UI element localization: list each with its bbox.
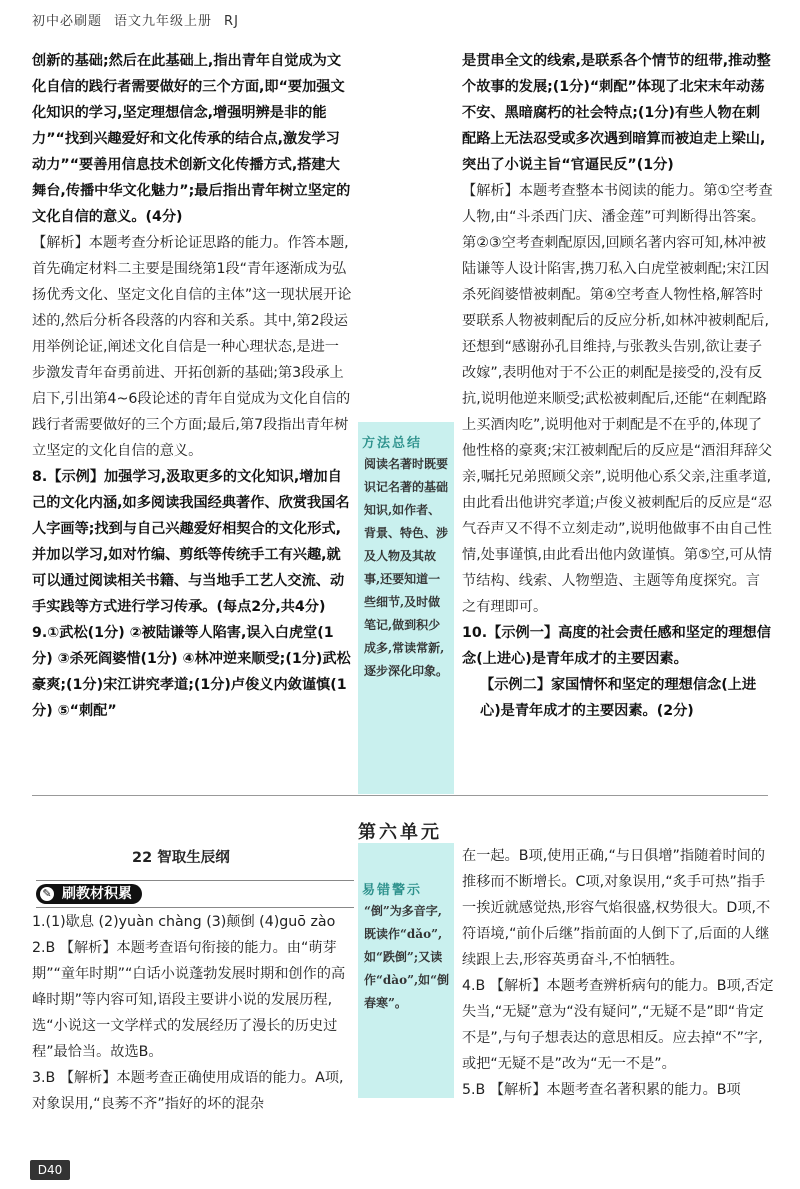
answer-3: 3.B 【解析】本题考查正确使用成语的能力。A项,对象误用,“良莠不齐”指好的坏的混杂 (32, 1070, 344, 1112)
tip2-title: 易错警示 (362, 883, 423, 898)
banner-label: 刷教材积累 (62, 886, 132, 902)
answer-4: 4.B 【解析】本题考查辨析病句的能力。B项,否定失当,“无疑”意为“没有疑问”,“无疑不是”即“肯定不是”,与句子想表达的意思相反。应去掉“不”字,或把“无疑不是”改为“无一不是”。 (462, 978, 774, 1072)
answer-10-example-2: 【示例二】家国情怀和坚定的理想信念(上进心)是青年成才的主要因素。(2分) (480, 677, 757, 719)
answer-9-continued: 是贯串全文的线索,是联系各个情节的纽带,推动整个故事的发展;(1分)“刺配”体现了北宋末年动荡不安、黑暗腐朽的社会特点;(1分)有些人物在刺配路上无法忍受或多次遇到暗算而被迫走上梁山,突出了小说主旨“官逼民反”(1分) (462, 53, 771, 173)
unit-title: 第六单元 (358, 822, 442, 843)
left-column-top (32, 48, 352, 724)
answer-10-example-1: 10.【示例一】高度的社会责任感和坚定的理想信念(上进心)是青年成才的主要因素。 (462, 625, 771, 667)
page-header (32, 10, 239, 29)
lesson-title: 22 智取生辰纲 (132, 850, 230, 866)
book-icon: ✎ (40, 887, 54, 901)
header-subject: 语文九年级上册 (114, 14, 213, 29)
section-banner (36, 880, 354, 908)
section-divider (32, 795, 768, 796)
right-column-top (462, 48, 774, 724)
tip2-body: “倒”为多音字,既读作“dǎo”,如“跌倒”;又读作“dào”,如“倒春寒”。 (364, 904, 450, 1010)
error-warning-tip (358, 843, 454, 1098)
tip-body: 阅读名著时既要识记名著的基础知识,如作者、背景、特色、涉及人物及其故事,还要知道一些细节,及时做笔记,做到积少成多,常读常新,逐步深化印象。 (364, 457, 449, 678)
header-book: 初中必刷题 (32, 14, 103, 29)
left-column-bottom (32, 909, 352, 1117)
right-column-bottom (462, 843, 774, 1103)
answer-1: 1.(1)歇息 (2)yuàn chàng (3)颠倒 (4)guō zào (32, 914, 336, 930)
header-edition: RJ (224, 14, 239, 29)
answer-5: 5.B 【解析】本题考查名著积累的能力。B项 (462, 1082, 741, 1098)
analysis-9: 【解析】本题考查整本书阅读的能力。第①空考查人物,由“斗杀西门庆、潘金莲”可判断得出答案。第②③空考查刺配原因,回顾名著内容可知,林冲被陆谦等人设计陷害,携刀私入白虎堂被刺配;宋江因杀死阎婆惜被刺配。第④空考查人物性格,解答时要联系人物被刺配后的反应分析,如林冲被刺配后,还想到“感谢孙孔目维持,与张教头告别,欲让妻子改嫁”,表明他对于不公正的刺配是接受的,没有反抗,说明他逆来顺受;武松被刺配后,还能“在刺配路上买酒肉吃”,说明他对于刺配是不在乎的,体现了他性格的豪爽;宋江被刺配后的反应是“酒泪拜辞父亲,嘱托兄弟照顾父亲”,说明他心系父亲,注重孝道,由此看出他讲究孝道;卢俊义被刺配后的反应是“忍气吞声又不得不立刻走动”,说明他做事不由自己性情,处事谨慎,由此看出他内敛谨慎。第⑤空,可从情节结构、线索、人物塑造、主题等角度探究。言之有理即可。 (462, 183, 773, 615)
answer-7-continued: 创新的基础;然后在此基础上,指出青年自觉成为文化自信的践行者需要做好的三个方面,即“要加强文化知识的学习,坚定理想信念,增强明辨是非的能力”“找到兴趣爱好和文化传承的结合点,激发学习动力”“要善用信息技术创新文化传播方式,搭建大舞台,传播中华文化魅力”;最后指出青年树立坚定的文化自信的意义。(4分) (32, 53, 351, 225)
answer-3-continued: 在一起。B项,使用正确,“与日俱增”指随着时间的推移而不断增长。C项,对象误用,“炙手可热”指手一挨近就感觉热,形容气焰很盛,权势很大。D项,不符语境,“前仆后继”指前面的人倒下了,后面的人继续跟上去,形容英勇奋斗,不怕牺牲。 (462, 848, 771, 968)
analysis-7: 【解析】本题考查分析论证思路的能力。作答本题,首先确定材料二主要是围绕第1段“青年逐渐成为弘扬优秀文化、坚定文化自信的主体”这一现状展开论述的,然后分析各段落的内容和关系。其中,第2段运用举例论证,阐述文化自信是一种心理状态,是进一步激发青年奋勇前进、开拓创新的基础;第3段承上启下,引出第4~6段论述的青年自觉成为文化自信的践行者需要做好的三个方面;最后,第7段指出青年树立坚定的文化自信的意义。 (32, 235, 352, 459)
answer-2: 2.B 【解析】本题考查语句衔接的能力。由“萌芽期”“童年时期”“白话小说蓬勃发展时期和创作的高峰时期”等内容可知,语段主要讲小说的发展历程,选“小说这一文学样式的发展经历了漫长的历史过程”最恰当。故选B。 (32, 940, 346, 1060)
answer-8: 8.【示例】加强学习,汲取更多的文化知识,增加自己的文化内涵,如多阅读我国经典著作、欣赏我国名人字画等;找到与自己兴趣爱好相契合的文化形式,并加以学习,如对竹编、剪纸等传统手工有兴趣,就可以通过阅读相关书籍、与当地手工艺人交流、动手实践等方式进行学习传承。(每点2分,共4分) (32, 469, 350, 615)
answer-9: 9.①武松(1分) ②被陆谦等人陷害,误入白虎堂(1分) ③杀死阎婆惜(1分) ④林冲逆来顺受;(1分)武松豪爽;(1分)宋江讲究孝道;(1分)卢俊义内敛谨慎(1分) ⑤“刺配” (32, 625, 351, 719)
page-number: D40 (30, 1160, 70, 1180)
banner-badge (36, 884, 142, 904)
method-summary-tip (358, 422, 454, 794)
tip-title: 方法总结 (362, 436, 423, 451)
